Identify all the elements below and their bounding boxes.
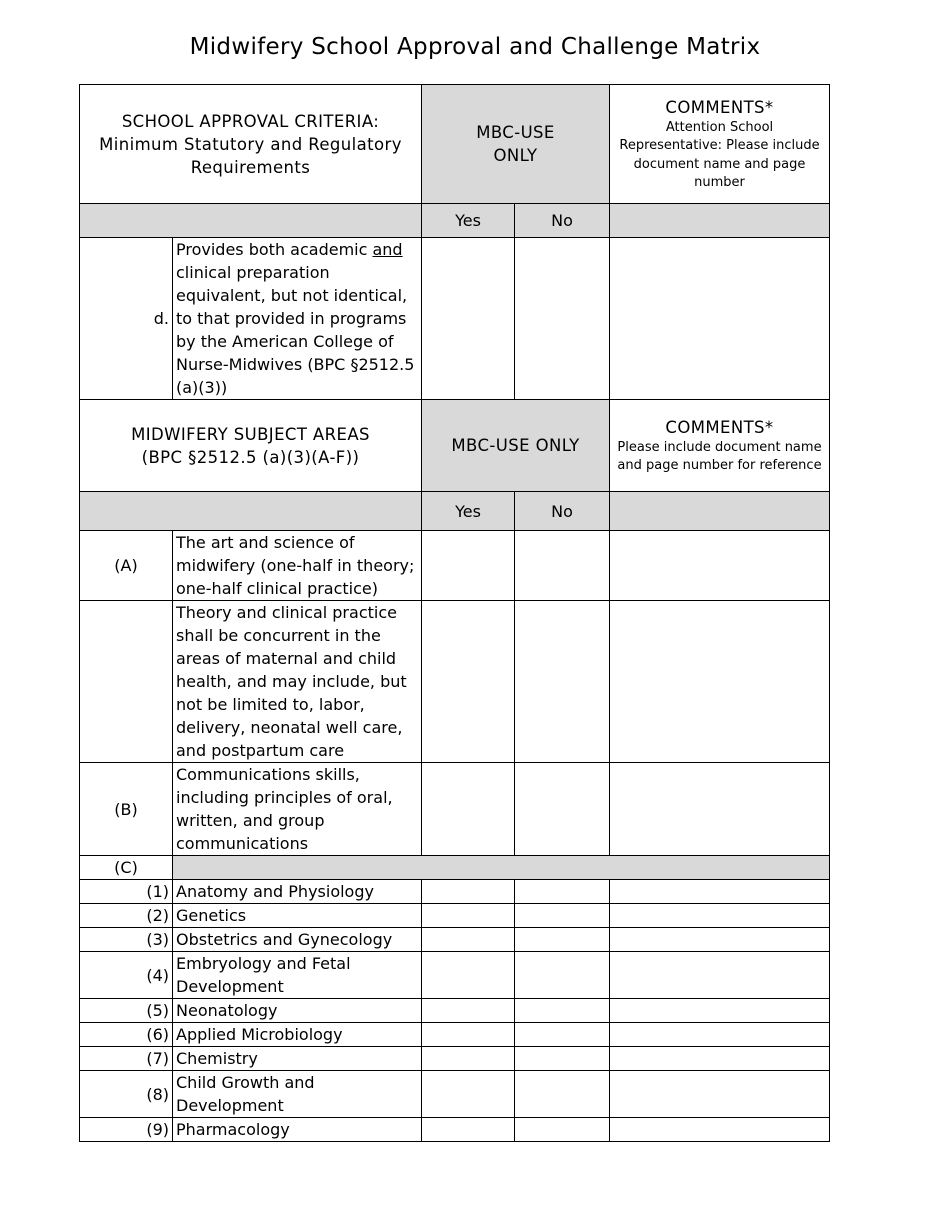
- subject-num: (4): [80, 952, 173, 999]
- table-row: [80, 601, 830, 763]
- subject-yes-cell[interactable]: [422, 999, 515, 1023]
- section1-heading: [80, 85, 422, 204]
- subject-num: (9): [80, 1118, 173, 1142]
- subject-no-cell[interactable]: [515, 999, 610, 1023]
- row-B-yes-cell[interactable]: [422, 763, 515, 856]
- section1-mbc-use-only: [422, 85, 610, 204]
- subject-num: (2): [80, 904, 173, 928]
- section1-header-row: [80, 85, 830, 204]
- subject-yes-cell[interactable]: [422, 904, 515, 928]
- subject-name: Applied Microbiology: [173, 1023, 422, 1047]
- section1-no-header: No: [515, 204, 610, 238]
- table-row: [80, 880, 830, 904]
- section1-heading-line2: Minimum Statutory and Regulatory Requirements: [99, 134, 402, 177]
- subject-yes-cell[interactable]: [422, 1023, 515, 1047]
- row-A2-yes-cell[interactable]: [422, 601, 515, 763]
- row-B-no-cell[interactable]: [515, 763, 610, 856]
- row-d-yes-cell[interactable]: [422, 238, 515, 400]
- section2-yes-header: Yes: [422, 492, 515, 531]
- section2-yes-no-row: [80, 492, 830, 531]
- table-row: [80, 238, 830, 400]
- row-A2-label: [80, 601, 173, 763]
- subject-name: Obstetrics and Gynecology: [173, 928, 422, 952]
- section1-comments-title: COMMENTS*: [665, 97, 774, 117]
- section2-no-header: No: [515, 492, 610, 531]
- row-A-label: (A): [80, 531, 173, 601]
- subject-name: Anatomy and Physiology: [173, 880, 422, 904]
- row-A2-text: Theory and clinical practice shall be concurrent in the areas of maternal and child health, and may include, but not be limited to, labor, delivery, neonatal well care, and postpartum care: [173, 601, 422, 763]
- subject-name: Chemistry: [173, 1047, 422, 1071]
- section2-header-row: [80, 400, 830, 492]
- subject-yes-cell[interactable]: [422, 928, 515, 952]
- row-A2-no-cell[interactable]: [515, 601, 610, 763]
- subject-no-cell[interactable]: [515, 904, 610, 928]
- table-row: [80, 904, 830, 928]
- section1-comments-blank: [610, 204, 830, 238]
- subject-no-cell[interactable]: [515, 880, 610, 904]
- table-row: [80, 1071, 830, 1118]
- row-d-no-cell[interactable]: [515, 238, 610, 400]
- subject-yes-cell[interactable]: [422, 952, 515, 999]
- subject-name: Neonatology: [173, 999, 422, 1023]
- row-B-label: (B): [80, 763, 173, 856]
- section1-yes-no-blank: [80, 204, 422, 238]
- section1-heading-line1: SCHOOL APPROVAL CRITERIA:: [121, 111, 380, 131]
- section2-comments-title: COMMENTS*: [665, 417, 774, 437]
- table-row: [80, 952, 830, 999]
- table-row: [80, 928, 830, 952]
- subject-comments-cell[interactable]: [610, 1071, 830, 1118]
- subject-name: Pharmacology: [173, 1118, 422, 1142]
- row-A-text: The art and science of midwifery (one-half in theory; one-half clinical practice): [173, 531, 422, 601]
- subject-yes-cell[interactable]: [422, 1071, 515, 1118]
- table-row: [80, 856, 830, 880]
- subject-yes-cell[interactable]: [422, 880, 515, 904]
- row-A-yes-cell[interactable]: [422, 531, 515, 601]
- subject-no-cell[interactable]: [515, 1071, 610, 1118]
- subject-num: (6): [80, 1023, 173, 1047]
- row-A-comments-cell[interactable]: [610, 531, 830, 601]
- row-B-comments-cell[interactable]: [610, 763, 830, 856]
- subject-comments-cell[interactable]: [610, 1023, 830, 1047]
- section2-comments-blank: [610, 492, 830, 531]
- subject-no-cell[interactable]: [515, 1023, 610, 1047]
- subject-name: Genetics: [173, 904, 422, 928]
- section1-yes-header: Yes: [422, 204, 515, 238]
- subject-num: (7): [80, 1047, 173, 1071]
- subject-comments-cell[interactable]: [610, 1047, 830, 1071]
- page-title: Midwifery School Approval and Challenge Matrix: [189, 34, 761, 60]
- section2-mbc-use-only: MBC-USE ONLY: [422, 400, 610, 492]
- subject-name: Embryology and Fetal Development: [173, 952, 422, 999]
- row-C-shaded-bar: [173, 856, 830, 880]
- subject-comments-cell[interactable]: [610, 904, 830, 928]
- row-d-comments-cell[interactable]: [610, 238, 830, 400]
- section2-heading-line1: MIDWIFERY SUBJECT AREAS: [131, 424, 370, 444]
- section2-comments-header: [610, 400, 830, 492]
- subject-no-cell[interactable]: [515, 928, 610, 952]
- row-d-label: d.: [80, 238, 173, 400]
- row-B-text: Communications skills, including principles of oral, written, and group communications: [173, 763, 422, 856]
- section2-heading-line2: (BPC §2512.5 (a)(3)(A-F)): [141, 447, 360, 467]
- row-A2-comments-cell[interactable]: [610, 601, 830, 763]
- row-d-text: [173, 238, 422, 400]
- table-row: [80, 763, 830, 856]
- section1-yes-no-row: [80, 204, 830, 238]
- subject-name: Child Growth and Development: [173, 1071, 422, 1118]
- approval-matrix-table: [79, 84, 830, 1142]
- subject-comments-cell[interactable]: [610, 999, 830, 1023]
- table-row: [80, 1023, 830, 1047]
- table-row: [80, 999, 830, 1023]
- table-row: [80, 1047, 830, 1071]
- row-A-no-cell[interactable]: [515, 531, 610, 601]
- subject-num: (3): [80, 928, 173, 952]
- row-C-label: (C): [80, 856, 173, 880]
- section2-heading: [80, 400, 422, 492]
- section1-comments-note: Attention School Representative: Please include document name and page number: [619, 119, 820, 190]
- subject-comments-cell[interactable]: [610, 952, 830, 999]
- section2-comments-note: Please include document name and page number for reference: [617, 439, 822, 473]
- subject-no-cell[interactable]: [515, 1118, 610, 1142]
- row-d-text-underlined: and: [372, 240, 403, 259]
- subject-yes-cell[interactable]: [422, 1047, 515, 1071]
- subject-no-cell[interactable]: [515, 1047, 610, 1071]
- subject-no-cell[interactable]: [515, 952, 610, 999]
- table-row: [80, 1118, 830, 1142]
- subject-num: (8): [80, 1071, 173, 1118]
- subject-comments-cell[interactable]: [610, 1118, 830, 1142]
- subject-yes-cell[interactable]: [422, 1118, 515, 1142]
- row-d-text-after: clinical preparation equivalent, but not identical, to that provided in programs by the American College of Nurse-Midwives (BPC §2512.5 (a)(3)): [176, 263, 415, 397]
- section1-comments-header: [610, 85, 830, 204]
- subject-num: (1): [80, 880, 173, 904]
- section2-yes-no-blank: [80, 492, 422, 531]
- section1-mbc-label: MBC-USE ONLY: [476, 123, 555, 165]
- row-d-text-before: Provides both academic: [176, 240, 373, 259]
- subject-num: (5): [80, 999, 173, 1023]
- subject-comments-cell[interactable]: [610, 928, 830, 952]
- subject-comments-cell[interactable]: [610, 880, 830, 904]
- table-row: [80, 531, 830, 601]
